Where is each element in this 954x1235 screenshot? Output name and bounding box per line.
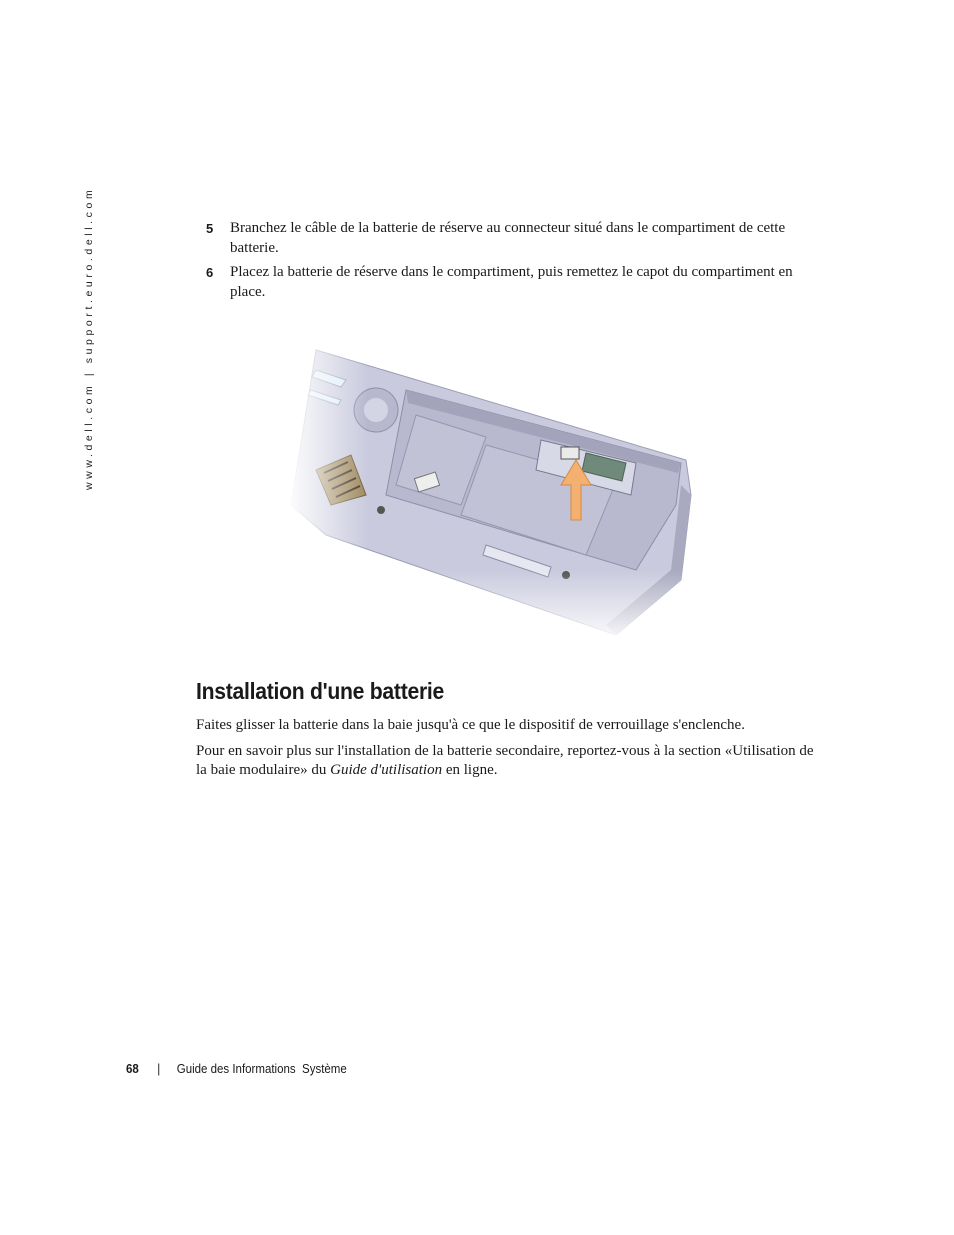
footer-separator: | <box>157 1062 161 1076</box>
sidebar-url: www.dell.com | support.euro.dell.com <box>83 186 95 490</box>
step-text: Branchez le câble de la batterie de réserve au connecteur situé dans le compartiment de cette batterie. <box>230 220 786 256</box>
guide-title: Guide d'utilisation <box>330 762 443 778</box>
document-title: Guide des Informations Système <box>176 1062 347 1076</box>
step-item <box>206 219 826 258</box>
step-list <box>206 219 826 307</box>
page-footer <box>126 1062 347 1076</box>
step-number: 6 <box>206 265 214 280</box>
step-text: Placez la batterie de réserve dans le compartiment, puis remettez le capot du compartiment en place. <box>230 264 793 300</box>
step-number: 5 <box>206 221 214 236</box>
step-item <box>206 263 826 302</box>
paragraph-text: Pour en savoir plus sur l'installation de la batterie secondaire, reportez-vous à la section «Utilisation de la baie modulaire» du <box>196 742 814 778</box>
paragraph: Faites glisser la batterie dans la baie jusqu'à ce que le dispositif de verrouillage s'enclenche. <box>196 717 745 733</box>
battery-compartment-illustration <box>286 345 696 645</box>
page-number: 68 <box>126 1062 139 1076</box>
battery-illustration-svg <box>286 345 696 645</box>
section-body <box>196 716 821 787</box>
section-title: Installation d'une batterie <box>196 678 445 704</box>
paragraph-text: en ligne. <box>442 762 498 778</box>
paragraph <box>196 742 821 781</box>
